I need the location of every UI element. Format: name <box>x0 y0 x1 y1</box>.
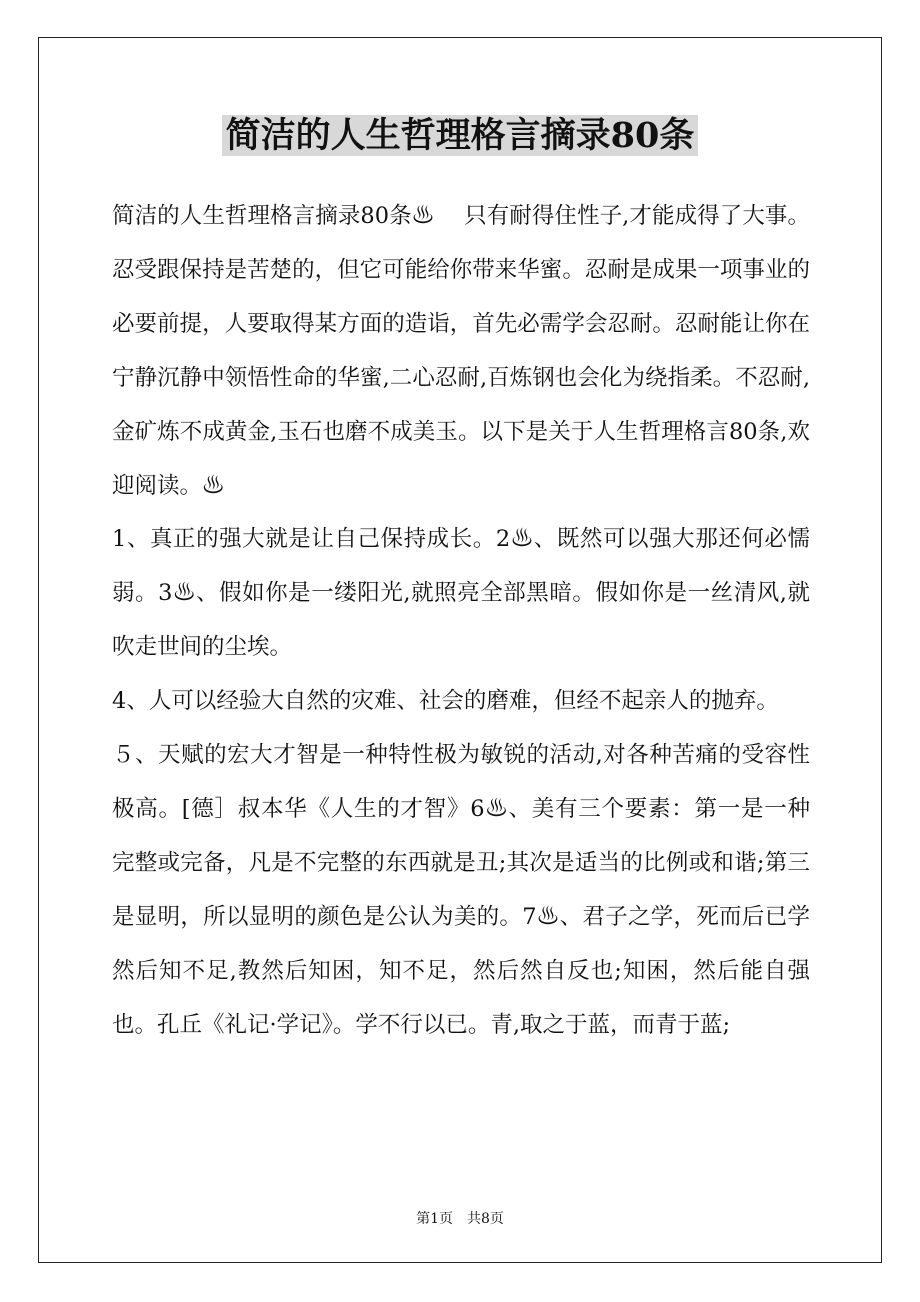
document-title-text: 简洁的人生哲理格言摘录80条 <box>222 115 699 156</box>
page-footer <box>0 1208 920 1228</box>
paragraph-quotes-1-3: 1、真正的强大就是让自己保持成长。2♨、既然可以强大那还何必懦弱。3♨、假如你是一缕阳光,就照亮全部黑暗。假如你是一丝清风,就吹走世间的尘埃。 <box>112 526 810 661</box>
page-number: 第1页 共8页 <box>416 1211 504 1227</box>
document-body <box>112 190 810 1053</box>
document-title <box>0 113 920 159</box>
paragraph-quote-4: 4、人可以经验大自然的灾难、社会的磨难，但经不起亲人的抛弃。 <box>112 688 779 715</box>
paragraph-intro: 简洁的人生哲理格言摘录80条♨ 只有耐得住性子,才能成得了大事。忍受跟保持是苦楚的，但它可能给你带来华蜜。忍耐是成果一项事业的必要前提，人要取得某方面的造诣，首先必需学会忍耐。忍耐能让你在宁静沉静中领悟性命的华蜜,二心忍耐,百炼钢也会化为绕指柔。不忍耐,金矿炼不成黄金,玉石也磨不成美玉。以下是关于人生哲理格言80条,欢迎阅读。♨ <box>112 203 810 499</box>
paragraph-quotes-5-7: ５、天赋的宏大才智是一种特性极为敏锐的活动,对各种苦痛的受容性极高。[德］叔本华《人生的才智》6♨、美有三个要素：第一是一种完整或完备，凡是不完整的东西就是丑;其次是适当的比例或和谐;第三是显明，所以显明的颜色是公认为美的。7♨、君子之学，死而后已学然后知不足,教然后知困，知不足，然后然自反也;知困，然后能自强也。孔丘《礼记·学记》。学不行以已。青,取之于蓝，而青于蓝; <box>112 742 810 1038</box>
